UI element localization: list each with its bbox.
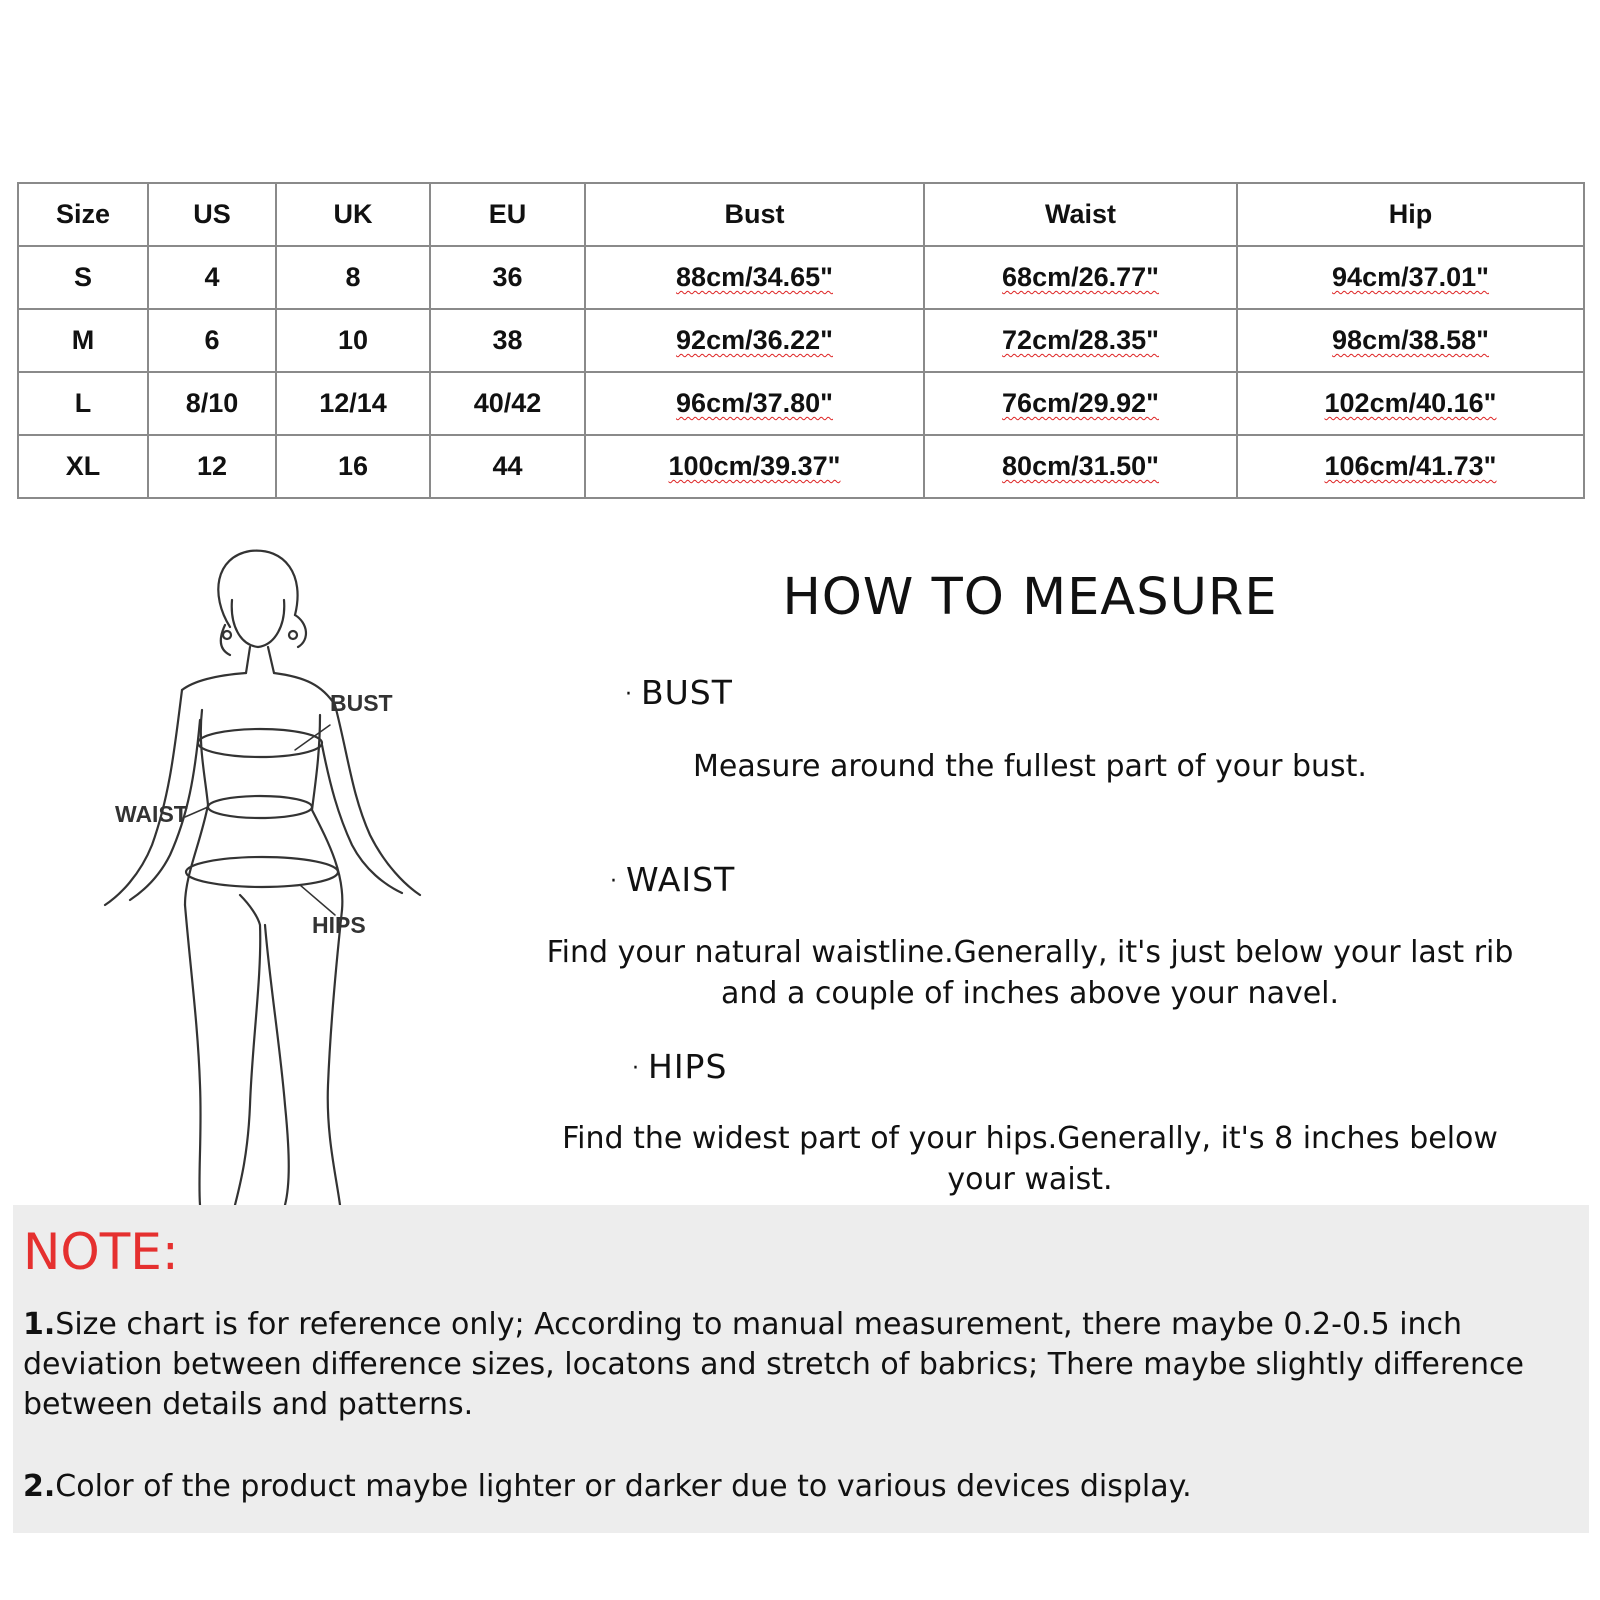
- cell-hip: [1237, 435, 1584, 498]
- cell-waist: [924, 435, 1237, 498]
- figure-hips-label: HIPS: [312, 912, 366, 938]
- cell-eu: 44: [430, 435, 585, 498]
- header-us: US: [148, 183, 276, 246]
- cell-hip-value: 106cm/41.73": [1324, 451, 1497, 481]
- header-bust: Bust: [585, 183, 924, 246]
- hips-instruction-line2: your waist.: [947, 1162, 1113, 1197]
- header-waist: Waist: [924, 183, 1237, 246]
- cell-waist: [924, 372, 1237, 435]
- table-row: [18, 435, 1584, 498]
- cell-hip: [1237, 309, 1584, 372]
- note-item-2-number: 2.: [23, 1469, 56, 1504]
- cell-bust-value: 92cm/36.22": [676, 325, 833, 355]
- cell-bust: [585, 309, 924, 372]
- hips-instruction: [520, 1118, 1540, 1200]
- note-item-1: [23, 1305, 1583, 1425]
- cell-waist-value: 68cm/26.77": [1002, 262, 1159, 292]
- waist-heading: [610, 860, 735, 899]
- cell-bust-value: 88cm/34.65": [676, 262, 833, 292]
- note-item-2-text: Color of the product maybe lighter or darker due to various devices display.: [55, 1469, 1192, 1504]
- cell-size: M: [18, 309, 148, 372]
- cell-waist: [924, 309, 1237, 372]
- cell-size: XL: [18, 435, 148, 498]
- cell-hip-value: 98cm/38.58": [1332, 325, 1489, 355]
- body-measurement-figure: [90, 545, 450, 1205]
- bust-instruction-text: Measure around the fullest part of your bust.: [693, 749, 1367, 784]
- table-row: [18, 246, 1584, 309]
- table-header-row: [18, 183, 1584, 246]
- cell-eu: 36: [430, 246, 585, 309]
- note-item-1-number: 1.: [23, 1307, 56, 1342]
- cell-waist-value: 76cm/29.92": [1002, 388, 1159, 418]
- cell-hip: [1237, 372, 1584, 435]
- how-to-measure-title: HOW TO MEASURE: [782, 568, 1278, 627]
- header-uk: UK: [276, 183, 430, 246]
- cell-uk: 10: [276, 309, 430, 372]
- cell-us: 4: [148, 246, 276, 309]
- figure-waist-label: WAIST: [115, 801, 188, 827]
- cell-bust: [585, 435, 924, 498]
- bullet-icon: ·: [632, 1056, 640, 1081]
- cell-us: 12: [148, 435, 276, 498]
- waist-instruction: [520, 932, 1540, 1014]
- header-hip: Hip: [1237, 183, 1584, 246]
- cell-waist-value: 72cm/28.35": [1002, 325, 1159, 355]
- bullet-icon: ·: [610, 869, 618, 894]
- cell-uk: 16: [276, 435, 430, 498]
- cell-hip-value: 94cm/37.01": [1332, 262, 1489, 292]
- hips-heading-text: HIPS: [648, 1047, 728, 1086]
- note-item-2: [23, 1467, 1583, 1507]
- cell-us: 8/10: [148, 372, 276, 435]
- waist-heading-text: WAIST: [626, 860, 736, 899]
- cell-eu: 38: [430, 309, 585, 372]
- cell-bust-value: 100cm/39.37": [668, 451, 841, 481]
- table-row: [18, 309, 1584, 372]
- cell-bust: [585, 372, 924, 435]
- cell-hip: [1237, 246, 1584, 309]
- cell-eu: 40/42: [430, 372, 585, 435]
- bullet-icon: ·: [625, 682, 633, 707]
- cell-size: L: [18, 372, 148, 435]
- female-body-outline-illustration: [90, 545, 450, 1205]
- bust-instruction: [520, 746, 1540, 787]
- bust-heading-text: BUST: [641, 673, 733, 712]
- cell-uk: 12/14: [276, 372, 430, 435]
- cell-hip-value: 102cm/40.16": [1324, 388, 1497, 418]
- figure-bust-label: BUST: [330, 690, 393, 716]
- note-title: NOTE:: [23, 1223, 179, 1281]
- hips-heading: [632, 1047, 727, 1086]
- note-item-1-text: Size chart is for reference only; According to manual measurement, there maybe 0.2-0.5 inch deviation between difference sizes, locatons and stretch of babrics; There maybe slightly difference between details and patterns.: [23, 1307, 1524, 1422]
- header-size: Size: [18, 183, 148, 246]
- bust-heading: [625, 673, 733, 712]
- cell-waist: [924, 246, 1237, 309]
- hips-instruction-line1: Find the widest part of your hips.Generally, it's 8 inches below: [562, 1121, 1498, 1156]
- size-chart-table: [17, 182, 1585, 499]
- header-eu: EU: [430, 183, 585, 246]
- cell-uk: 8: [276, 246, 430, 309]
- cell-us: 6: [148, 309, 276, 372]
- note-panel: [13, 1205, 1589, 1533]
- cell-waist-value: 80cm/31.50": [1002, 451, 1159, 481]
- waist-instruction-line1: Find your natural waistline.Generally, it's just below your last rib: [546, 935, 1514, 970]
- cell-bust-value: 96cm/37.80": [676, 388, 833, 418]
- table-row: [18, 372, 1584, 435]
- waist-instruction-line2: and a couple of inches above your navel.: [720, 976, 1340, 1011]
- cell-size: S: [18, 246, 148, 309]
- cell-bust: [585, 246, 924, 309]
